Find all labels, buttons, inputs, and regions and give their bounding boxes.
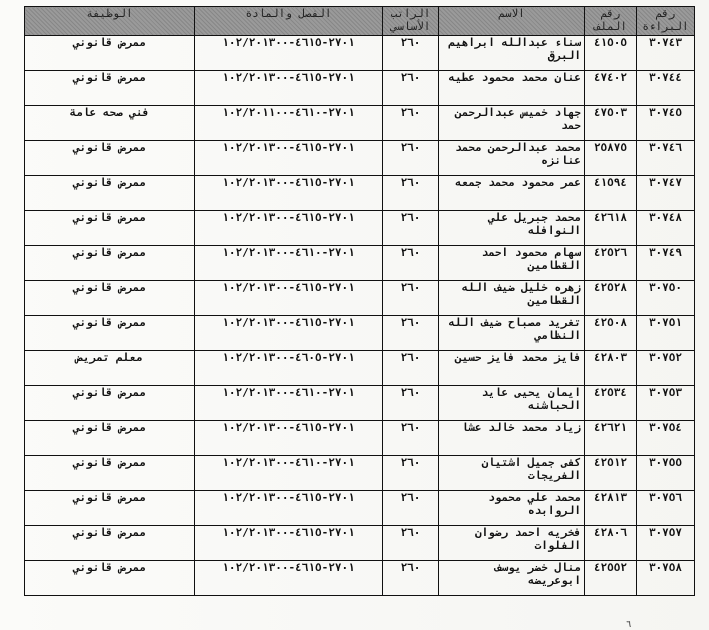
cell-salary: ٢٦٠ (383, 106, 439, 141)
table-row (25, 71, 695, 106)
cell-num: ٣٠٧٥٦ (637, 491, 695, 526)
cell-classification: ٢٧٠١-٤٦١٥-١٠٢/٢٠١٣٠٠ (195, 561, 383, 596)
cell-name: محمد جبريل علي النوافله (439, 211, 585, 246)
cell-file: ٤١٥٩٤ (585, 176, 637, 211)
cell-classification: ٢٧٠١-٤٦١٥-١٠٢/٢٠١٣٠٠ (195, 281, 383, 316)
cell-num: ٣٠٧٤٨ (637, 211, 695, 246)
cell-classification: ٢٧٠١-٤٦٠٥-١٠٢/٢٠١٣٠٠ (195, 351, 383, 386)
cell-job: ممرض قانوني (25, 211, 195, 246)
cell-salary: ٢٦٠ (383, 316, 439, 351)
cell-salary: ٢٦٠ (383, 71, 439, 106)
cell-num: ٣٠٧٥٤ (637, 421, 695, 456)
cell-salary: ٢٦٠ (383, 281, 439, 316)
header-classification: الفصل والمادة (195, 7, 383, 36)
cell-file: ٤٢٥٠٨ (585, 316, 637, 351)
employee-table (24, 6, 695, 596)
cell-name: فخريه احمد رضوان الفلوات (439, 526, 585, 561)
table-row (25, 211, 695, 246)
table-row (25, 386, 695, 421)
cell-classification: ٢٧٠١-٤٦١٠-١٠٢/٢٠١٣٠٠ (195, 386, 383, 421)
header-file: رقم الملف (585, 7, 637, 36)
cell-num: ٣٠٧٥٧ (637, 526, 695, 561)
cell-num: ٣٠٧٥٨ (637, 561, 695, 596)
cell-name: محمد عبدالرحمن محمد عنانزه (439, 141, 585, 176)
cell-job: ممرض قانوني (25, 141, 195, 176)
cell-job: ممرض قانوني (25, 491, 195, 526)
cell-file: ٤٢٦٢١ (585, 421, 637, 456)
cell-file: ٤٢٨٠٦ (585, 526, 637, 561)
cell-num: ٣٠٧٤٧ (637, 176, 695, 211)
cell-job: ممرض قانوني (25, 526, 195, 561)
cell-file: ٤٢٥٣٤ (585, 386, 637, 421)
cell-job: ممرض قانوني (25, 456, 195, 491)
cell-num: ٣٠٧٤٩ (637, 246, 695, 281)
table-row (25, 561, 695, 596)
cell-job: ممرض قانوني (25, 421, 195, 456)
cell-file: ٤٢٥٢٨ (585, 281, 637, 316)
cell-salary: ٢٦٠ (383, 36, 439, 71)
cell-name: زهره خليل ضيف الله القطامين (439, 281, 585, 316)
cell-name: جهاد خميس عبدالرحمن حمد (439, 106, 585, 141)
cell-salary: ٢٦٠ (383, 141, 439, 176)
table-row (25, 456, 695, 491)
cell-num: ٣٠٧٥١ (637, 316, 695, 351)
cell-job: ممرض قانوني (25, 246, 195, 281)
cell-classification: ٢٧٠١-٤٦١٥-١٠٢/٢٠١٣٠٠ (195, 71, 383, 106)
table-row (25, 351, 695, 386)
table-row (25, 36, 695, 71)
cell-file: ٤٧٤٠٢ (585, 71, 637, 106)
cell-job: ممرض قانوني (25, 176, 195, 211)
cell-num: ٣٠٧٤٦ (637, 141, 695, 176)
table-row (25, 421, 695, 456)
cell-classification: ٢٧٠١-٤٦١٥-١٠٢/٢٠١٣٠٠ (195, 316, 383, 351)
cell-name: عمر محمود محمد جمعه (439, 176, 585, 211)
table-row (25, 106, 695, 141)
table-row (25, 281, 695, 316)
table-row (25, 141, 695, 176)
cell-salary: ٢٦٠ (383, 561, 439, 596)
cell-job: فني صحه عامة (25, 106, 195, 141)
cell-num: ٣٠٧٤٣ (637, 36, 695, 71)
cell-job: ممرض قانوني (25, 316, 195, 351)
cell-name: سهام محمود احمد القطامين (439, 246, 585, 281)
cell-classification: ٢٧٠١-٤٦١٥-١٠٢/٢٠١٣٠٠ (195, 526, 383, 561)
cell-file: ٤٢٦١٨ (585, 211, 637, 246)
header-name: الاسم (439, 7, 585, 36)
cell-job: ممرض قانوني (25, 36, 195, 71)
cell-file: ٤٢٥١٢ (585, 456, 637, 491)
cell-file: ٤٧٥٠٣ (585, 106, 637, 141)
cell-salary: ٢٦٠ (383, 386, 439, 421)
cell-name: تغريد مصباح ضيف الله النظامي (439, 316, 585, 351)
table-row (25, 526, 695, 561)
cell-job: ممرض قانوني (25, 386, 195, 421)
header-salary: الراتب الأساسي (383, 7, 439, 36)
table-row (25, 316, 695, 351)
header-job: الوظيفة (25, 7, 195, 36)
cell-num: ٣٠٧٥٢ (637, 351, 695, 386)
cell-job: ممرض قانوني (25, 561, 195, 596)
cell-job: ممرض قانوني (25, 281, 195, 316)
table-row (25, 491, 695, 526)
cell-num: ٣٠٧٤٤ (637, 71, 695, 106)
cell-classification: ٢٧٠١-٤٦١٥-١٠٢/٢٠١٣٠٠ (195, 491, 383, 526)
cell-file: ٤١٥٠٥ (585, 36, 637, 71)
cell-file: ٢٥٨٧٥ (585, 141, 637, 176)
cell-classification: ٢٧٠١-٤٦١٥-١٠٢/٢٠١٣٠٠ (195, 211, 383, 246)
cell-salary: ٢٦٠ (383, 421, 439, 456)
cell-num: ٣٠٧٥٠ (637, 281, 695, 316)
cell-name: محمد علي محمود الروابده (439, 491, 585, 526)
table-row (25, 176, 695, 211)
cell-name: كفى جميل اشتيان الفريجات (439, 456, 585, 491)
cell-name: زياد محمد خالد عشا (439, 421, 585, 456)
cell-job: معلم تمريض (25, 351, 195, 386)
cell-classification: ٢٧٠١-٤٦١٥-١٠٢/٢٠١٣٠٠ (195, 421, 383, 456)
cell-salary: ٢٦٠ (383, 526, 439, 561)
cell-num: ٣٠٧٥٣ (637, 386, 695, 421)
cell-name: عنان محمد محمود عطيه (439, 71, 585, 106)
cell-file: ٤٢٨٠٣ (585, 351, 637, 386)
table-header-row (25, 7, 695, 36)
cell-classification: ٢٧٠١-٤٦١٥-١٠٢/٢٠١٣٠٠ (195, 176, 383, 211)
cell-classification: ٢٧٠١-٤٦١٥-١٠٢/٢٠١٣٠٠ (195, 141, 383, 176)
cell-name: منال خضر يوسف ابوعريضه (439, 561, 585, 596)
cell-name: ايمان يحيى عايد الحباشنه (439, 386, 585, 421)
cell-classification: ٢٧٠١-٤٦١٠-١٠٢/٢٠١٣٠٠ (195, 246, 383, 281)
cell-num: ٣٠٧٤٥ (637, 106, 695, 141)
cell-salary: ٢٦٠ (383, 456, 439, 491)
cell-file: ٤٢٥٥٢ (585, 561, 637, 596)
cell-file: ٤٢٥٢٦ (585, 246, 637, 281)
cell-salary: ٢٦٠ (383, 176, 439, 211)
cell-classification: ٢٧٠١-٤٦١٠-١٠٢/٢٠١٣٠٠ (195, 456, 383, 491)
cell-file: ٤٢٨١٣ (585, 491, 637, 526)
table-row (25, 246, 695, 281)
cell-name: سناء عبدالله ابراهيم البرق (439, 36, 585, 71)
page-footmark: ٦ (626, 620, 632, 630)
cell-salary: ٢٦٠ (383, 351, 439, 386)
header-num: رقم البراءة (637, 7, 695, 36)
cell-classification: ٢٧٠١-٤٦١٥-١٠٢/٢٠١٣٠٠ (195, 36, 383, 71)
cell-salary: ٢٦٠ (383, 211, 439, 246)
cell-num: ٣٠٧٥٥ (637, 456, 695, 491)
cell-name: فايز محمد فايز حسين (439, 351, 585, 386)
cell-classification: ٢٧٠١-٤٦١٠-١٠٢/٢٠١١٠٠ (195, 106, 383, 141)
cell-job: ممرض قانوني (25, 71, 195, 106)
cell-salary: ٢٦٠ (383, 246, 439, 281)
cell-salary: ٢٦٠ (383, 491, 439, 526)
